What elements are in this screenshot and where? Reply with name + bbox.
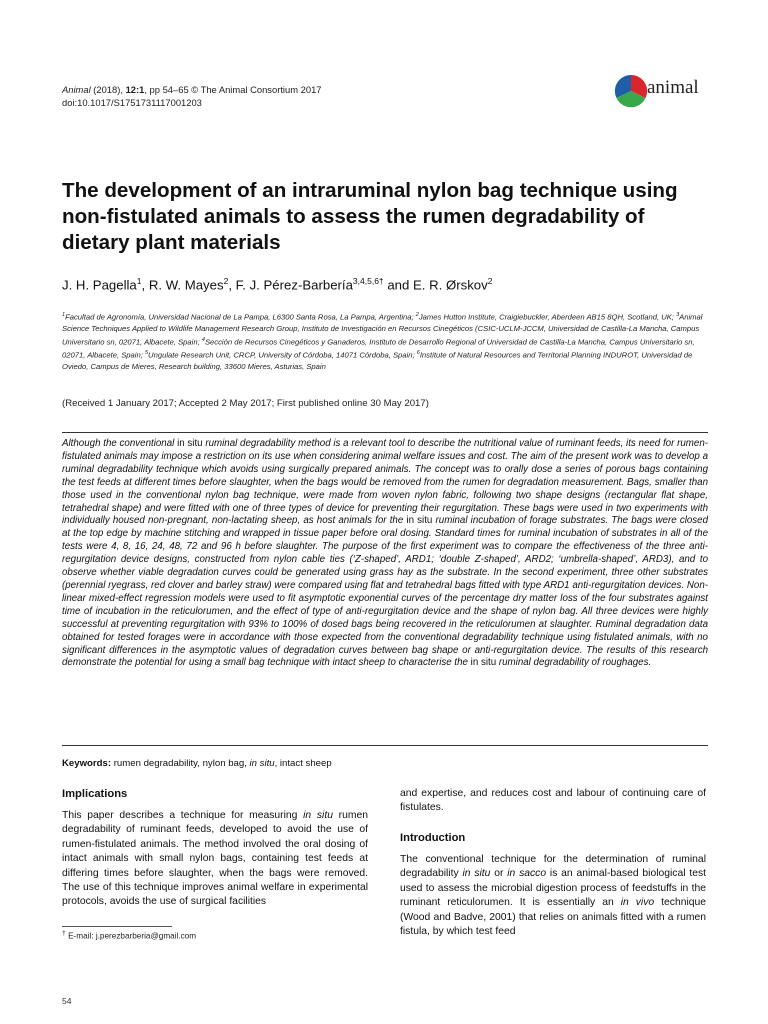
affiliations (62, 310, 712, 372)
implications-continued: and expertise, and reduces cost and labour of continuing care of fistulates. (400, 788, 706, 814)
keywords-label: Keywords: (62, 758, 112, 769)
affil-text: Animal Science Techniques Applied to Wildlife Management Research Group, Instituto de Investigación en Recursos Cinegéticos (CSIC-UCLM-JCCM, Universidad de Castilla-La Mancha, Campus Universitario sn, 02071, Albacete, Spain; (62, 312, 703, 347)
keywords (62, 758, 332, 769)
affil-text: Institute of Natural Resources and Territorial Planning INDUROT, Universidad de Oviedo, Campus de Mieres, Research building, 33600 Mieres, Asturias, Spain (62, 350, 693, 371)
abstract-text: ruminal degradability method is a relevant tool to describe the nutritional value of ruminant feeds, its need for rumen-fistulated animals may impose a restriction on its use when considering animal welfare issues and cost. The aim of the present work was to develop a ruminal degradability technique which avoids using surgically prepared animals. The concept was to orally dose a series of porous bags containing the test feeds at different times before slaughter, when the bags would be removed from the rumen for degradation measurement. Bags, smaller than those used in the conventional nylon bag technique, were made from woven nylon fabric, following two shape designs (rectangular flat shape, tetrahedral shape) and were fitted with one of three types of device for preventing their regurgitation. These bags were used in two experiments with individually housed non-pregnant, non-lactating sheep, as host animals for the (62, 438, 708, 527)
animal-logo-icon (614, 74, 648, 108)
affil-sup: 3 (676, 312, 680, 318)
body-text-italic: in sacco (507, 868, 547, 880)
author-affil-sup: 2 (223, 276, 229, 286)
journal-volume: 12:1 (125, 84, 145, 95)
abstract (62, 438, 708, 670)
body-text-italic: in vivo (620, 897, 655, 909)
journal-year: (2018), (90, 84, 126, 95)
introduction-heading: Introduction (400, 832, 466, 844)
footnote-rule (62, 926, 172, 927)
author-affil-sup: 3,4,5,6† (352, 276, 384, 286)
keywords-text: rumen degradability, nylon bag, (111, 758, 250, 769)
implications-heading: Implications (62, 788, 128, 800)
affil-text: Ungulate Research Unit, CRCP, University of Córdoba, 14071 Córdoba, Spain; (148, 350, 417, 360)
body-text-italic: in situ (462, 868, 491, 880)
abstract-text: ruminal incubation of forage substrates. The bags were closed at the top edge by machine stitching and wrapped in tissue paper before oral dosing. Standard times for ruminal incubation of substrates in all of the tests were 4, 8, 16, 24, 48, 72 and 96 h before slaughter. The purpose of the first experiment was to compare the effectiveness of the three anti-regurgitation device designs, constructed from nylon cable ties (‘Z-shaped’, ARD1; ‘double Z-shaped’, ARD2; ‘umbrella-shaped’, ARD3), and to observe whether viable degradation curves could be generated using grass hay as the substrate. In the second experiment, three other substrates (perennial ryegrass, red clover and barley straw) were compared using flat and tetrahedral bags fitted with type ARD1 anti-regurgitation devices. Non-linear mixed-effect regression models were used to fit asymptotic exponential curves of the percentage dry matter loss of the four substrates against time of incubation in the reticulorumen, and the effect of type of anti-regurgitation device and the shape of nylon bag. All three devices were highly successful at preventing regurgitation with 93% to 100% of dosed bags being recovered in the reticulorumen at slaughter. Ruminal degradation data obtained for tested forages were in accordance with those expected from the conventional degradability technique using fistulated animals, with no significant differences in the asymptotic values of degradation curves between bag shape or anti-regurgitation device. The results of this research demonstrate the potential for using a small bag technique with intact sheep to characterise the (62, 515, 708, 669)
affil-sup: 2 (415, 312, 419, 318)
abstract-upright: in situ (406, 515, 433, 527)
abstract-text: ruminal degradability of roughages. (496, 657, 652, 669)
abstract-text: Although the conventional (62, 438, 178, 449)
introduction-body (400, 853, 706, 939)
keywords-text: in situ (249, 758, 275, 769)
journal-name: Animal (62, 84, 91, 95)
doi[interactable]: doi:10.1017/S1751731117001203 (62, 97, 202, 108)
logo-text: animal (647, 77, 699, 98)
affil-sup: 5 (144, 349, 149, 356)
abstract-upright: in situ (177, 438, 203, 449)
body-text-italic: in situ (303, 810, 333, 821)
body-text: technique (Wood and Badve, 2001) that relies on animals fitted with a rumen fistula, by which test feed (400, 897, 707, 938)
body-text: The conventional technique for the determination of ruminal degradability (400, 854, 706, 880)
author-name[interactable]: , F. J. Pérez-Barbería (228, 277, 353, 293)
author-affil-sup: 1 (136, 276, 142, 286)
keywords-text: , intact sheep (274, 758, 332, 769)
body-text: or (490, 868, 508, 880)
author-affil-sup: 2 (487, 276, 493, 286)
footnote-symbol: † (62, 930, 66, 937)
journal-citation (62, 83, 322, 109)
affil-text: Sección de Recursos Cinegéticos y Ganaderos, Instituto de Desarrollo Regional of Universidad de Castilla-La Mancha, Campus Universitario sn, 02071, Albacete, Spain; (62, 337, 695, 360)
author-name[interactable]: and E. R. Ørskov (383, 277, 488, 293)
received-dates: (Received 1 January 2017; Accepted 2 May 2017; First published online 30 May 2017) (62, 398, 429, 409)
page-number: 54 (62, 996, 72, 1006)
affil-sup: 4 (201, 336, 205, 343)
body-text: This paper describes a technique for measuring (62, 810, 304, 821)
affil-sup: 6 (416, 349, 420, 356)
journal-logo (614, 74, 714, 108)
author-name[interactable]: , R. W. Mayes (141, 277, 224, 293)
implications-body (62, 809, 368, 910)
body-text: is an animal-based biological test used to assess the microbial digestion process of feedstuffs in the ruminant reticulorumen. It is essentially an (400, 868, 706, 909)
footnote-email[interactable]: E-mail: j.perezbarberia@gmail.com (65, 931, 197, 941)
footnote (62, 930, 196, 941)
author-list (62, 276, 492, 292)
journal-pages: , pp 54–65 © The Animal Consortium 2017 (144, 84, 322, 95)
affil-text: Facultad de Agronomía, Universidad Nacional de La Pampa, L6300 Santa Rosa, La Pampa, Argentina; (65, 312, 416, 322)
article-title: The development of an intraruminal nylon bag technique using non-fistulated animals to assess the rumen degradability of dietary plant materials (62, 179, 678, 254)
author-name[interactable]: J. H. Pagella (62, 277, 137, 293)
affil-text: James Hutton Institute, Craigiebuckler, Aberdeen AB15 8QH, Scotland, UK; (418, 312, 677, 322)
affil-sup: 1 (62, 312, 66, 318)
body-text: rumen degradability of ruminant feeds, developed to avoid the use of rumen-fistulated animals. The method involved the oral dosing of intact animals with small nylon bags, containing test feeds at differing times before slaughter, when the bags were removed. The use of this technique improves animal welfare in experimental protocols, avoids the use of surgical facilities (62, 810, 368, 908)
abstract-upright: in situ (470, 657, 497, 669)
